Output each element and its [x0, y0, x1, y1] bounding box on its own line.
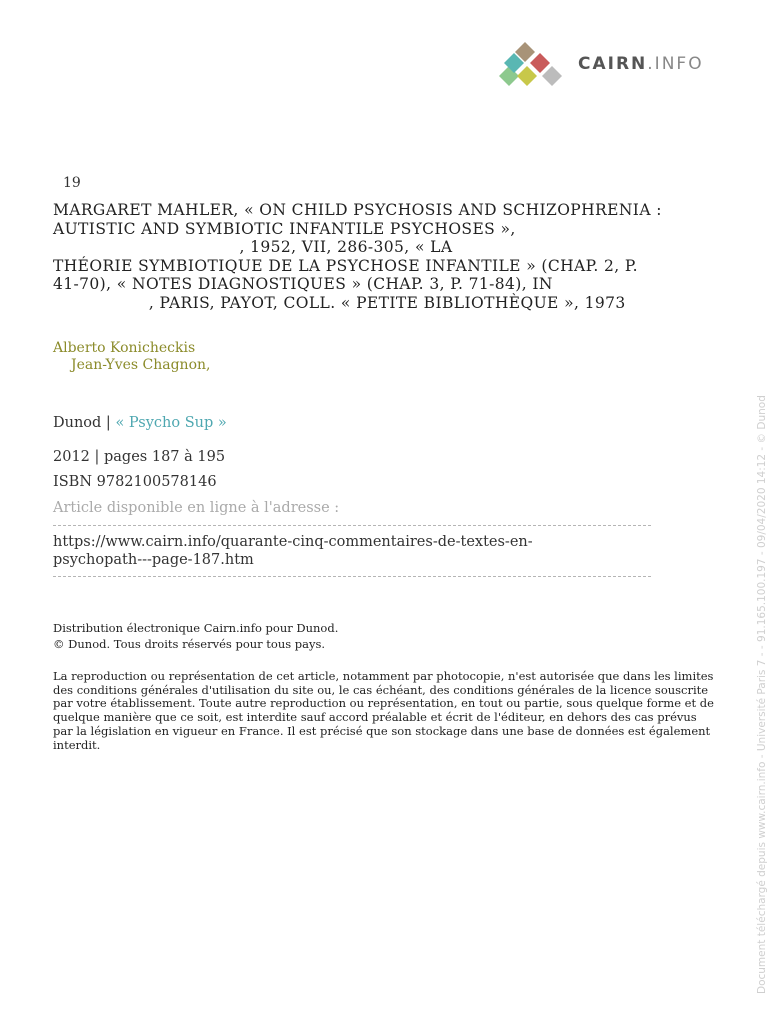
article-number: 19	[63, 175, 81, 191]
isbn: ISBN 9782100578146	[53, 474, 217, 490]
title-line: THÉORIE SYMBIOTIQUE DE LA PSYCHOSE INFANTILE » (CHAP. 2, P.	[53, 256, 638, 275]
title-line: AUTISTIC AND SYMBIOTIC INFANTILE PSYCHOSES »,	[53, 219, 516, 238]
url-line: https://www.cairn.info/quarante-cinq-commentaires-de-textes-en-	[53, 534, 533, 550]
title-line: , 1952, VII, 286-305, « LA	[53, 238, 453, 257]
available-online-label: Article disponible en ligne à l'adresse :	[53, 500, 340, 516]
author-link[interactable]: Alberto Konicheckis	[53, 340, 196, 356]
article-title	[53, 201, 713, 313]
cairn-diamonds-icon	[488, 40, 578, 92]
logo-diamond-4	[517, 66, 537, 86]
url-line: psychopath---page-187.htm	[53, 551, 254, 568]
year-pages: 2012 | pages 187 à 195	[53, 449, 226, 465]
distribution-text: Distribution électronique Cairn.info pour Dunod.	[53, 621, 339, 635]
logo-diamond-3	[530, 53, 550, 73]
divider	[53, 525, 651, 526]
legal-notice: La reproduction ou représentation de cet article, notamment par photocopie, n'est autorisée que dans les limites des conditions générales d'utilisation du site ou, le cas échéant, des conditions générales de la licence souscrite par votre établissement. Toute autre reproduction ou représentation, en tout ou partie, sous quelque forme et de quelque manière que ce soit, est interdite sauf accord préalable et écrit de l'éditeur, en dehors des cas prévus par la législation en vigueur en France. Il est précisé que son stockage dans une base de données est également interdit.	[53, 669, 714, 752]
divider	[53, 576, 651, 577]
collection-link[interactable]: « Psycho Sup »	[115, 415, 227, 431]
distribution-notice	[53, 620, 338, 652]
cairn-wordmark: CAIRN.INFO	[578, 54, 704, 74]
publisher-line	[53, 415, 227, 431]
download-watermark: Document téléchargé depuis www.cairn.info - Université Paris 7 - - 91.165.100.197 - 09/04/2020 14:12 - © Dunod	[756, 395, 768, 994]
title-line: 41-70), « NOTES DIAGNOSTIQUES » (CHAP. 3, P. 71-84), IN	[53, 275, 553, 294]
title-line: MARGARET MAHLER, « ON CHILD PSYCHOSIS AND SCHIZOPHRENIA :	[53, 201, 662, 219]
title-line: , PARIS, PAYOT, COLL. « PETITE BIBLIOTHÈQUE », 1973	[53, 293, 626, 312]
author-link[interactable]: Jean-Yves Chagnon,	[71, 357, 211, 373]
logo-diamond-6	[542, 66, 562, 86]
separator: |	[101, 415, 116, 431]
publisher-name: Dunod	[53, 415, 102, 431]
article-url-link[interactable]	[53, 534, 613, 569]
cairn-logo[interactable]	[488, 40, 728, 92]
copyright-text: © Dunod. Tous droits réservés pour tous pays.	[53, 637, 326, 651]
